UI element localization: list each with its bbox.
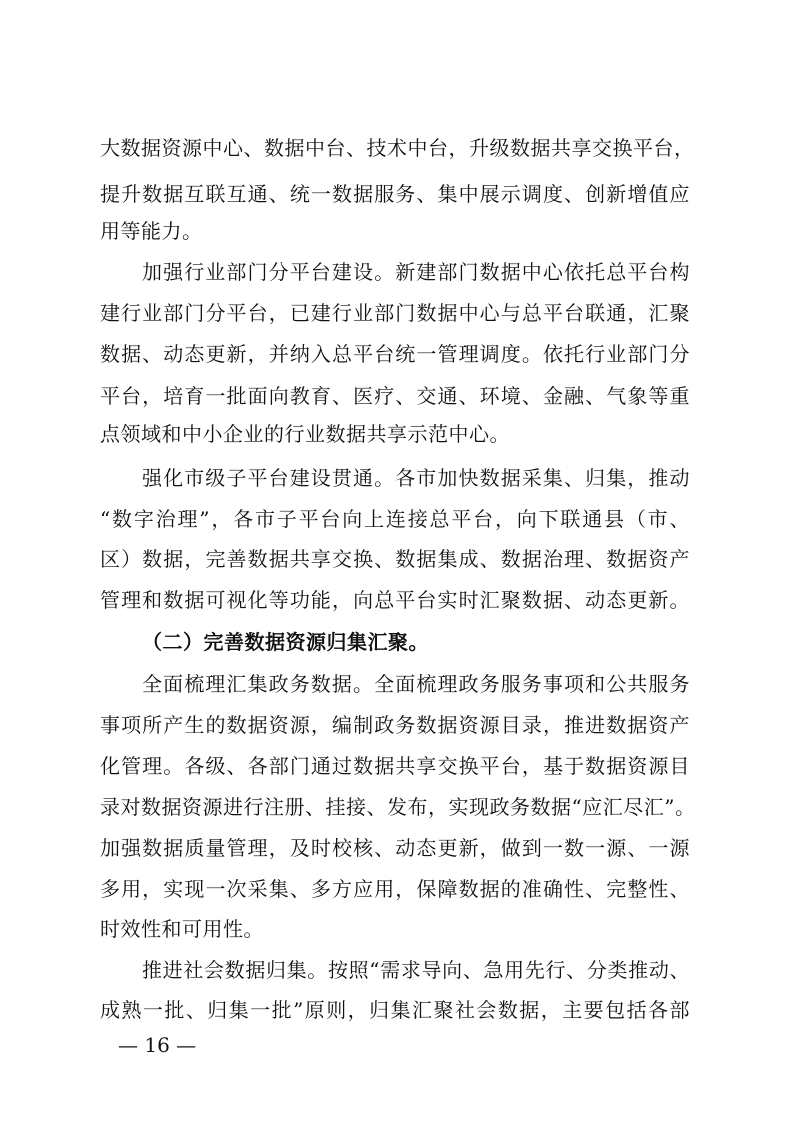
text-line: 平台，培育一批面向教育、医疗、交通、环境、金融、气象等重 bbox=[100, 384, 690, 408]
text-line: 强化市级子平台建设贯通。各市加快数据采集、归集，推动 bbox=[142, 466, 690, 490]
text-line: 事项所产生的数据资源，编制政务数据资源目录，推进数据资产 bbox=[100, 713, 690, 737]
text-line: 管理和数据可视化等功能，向总平台实时汇聚数据、动态更新。 bbox=[100, 588, 690, 612]
text-line: 区）数据，完善数据共享交换、数据集成、数据治理、数据资产 bbox=[100, 547, 690, 571]
page-number: — 16 — bbox=[118, 1033, 197, 1057]
text-line: “数字治理”，各市子平台向上连接总平台，向下联通县（市、 bbox=[100, 507, 690, 531]
text-line: 大数据资源中心、数据中台、技术中台，升级数据共享交换平台， bbox=[100, 136, 695, 160]
text-line: 加强行业部门分平台建设。新建部门数据中心依托总平台构 bbox=[142, 260, 690, 284]
text-line: 加强数据质量管理，及时校核、动态更新，做到一数一源、一源 bbox=[100, 836, 690, 860]
text-line: 录对数据资源进行注册、挂接、发布，实现政务数据“应汇尽汇”。 bbox=[100, 795, 696, 819]
text-line: 点领域和中小企业的行业数据共享示范中心。 bbox=[100, 422, 510, 446]
text-line: 成熟一批、归集一批”原则，归集汇聚社会数据，主要包括各部 bbox=[100, 998, 690, 1022]
text-line: 建行业部门分平台，已建行业部门数据中心与总平台联通，汇聚 bbox=[100, 301, 690, 325]
text-line: 用等能力。 bbox=[100, 219, 203, 243]
text-line: 化管理。各级、各部门通过数据共享交换平台，基于数据资源目 bbox=[100, 754, 690, 778]
section-heading: （二）完善数据资源归集汇聚。 bbox=[142, 630, 429, 654]
text-line: 时效性和可用性。 bbox=[100, 917, 264, 941]
text-line: 全面梳理汇集政务数据。全面梳理政务服务事项和公共服务 bbox=[142, 672, 690, 696]
text-line: 提升数据互联互通、统一数据服务、集中展示调度、创新增值应 bbox=[100, 182, 690, 206]
text-line: 多用，实现一次采集、多方应用，保障数据的准确性、完整性、 bbox=[100, 877, 690, 901]
text-line: 推进社会数据归集。按照“需求导向、急用先行、分类推动、 bbox=[142, 958, 690, 982]
text-line: 数据、动态更新，并纳入总平台统一管理调度。依托行业部门分 bbox=[100, 342, 690, 366]
